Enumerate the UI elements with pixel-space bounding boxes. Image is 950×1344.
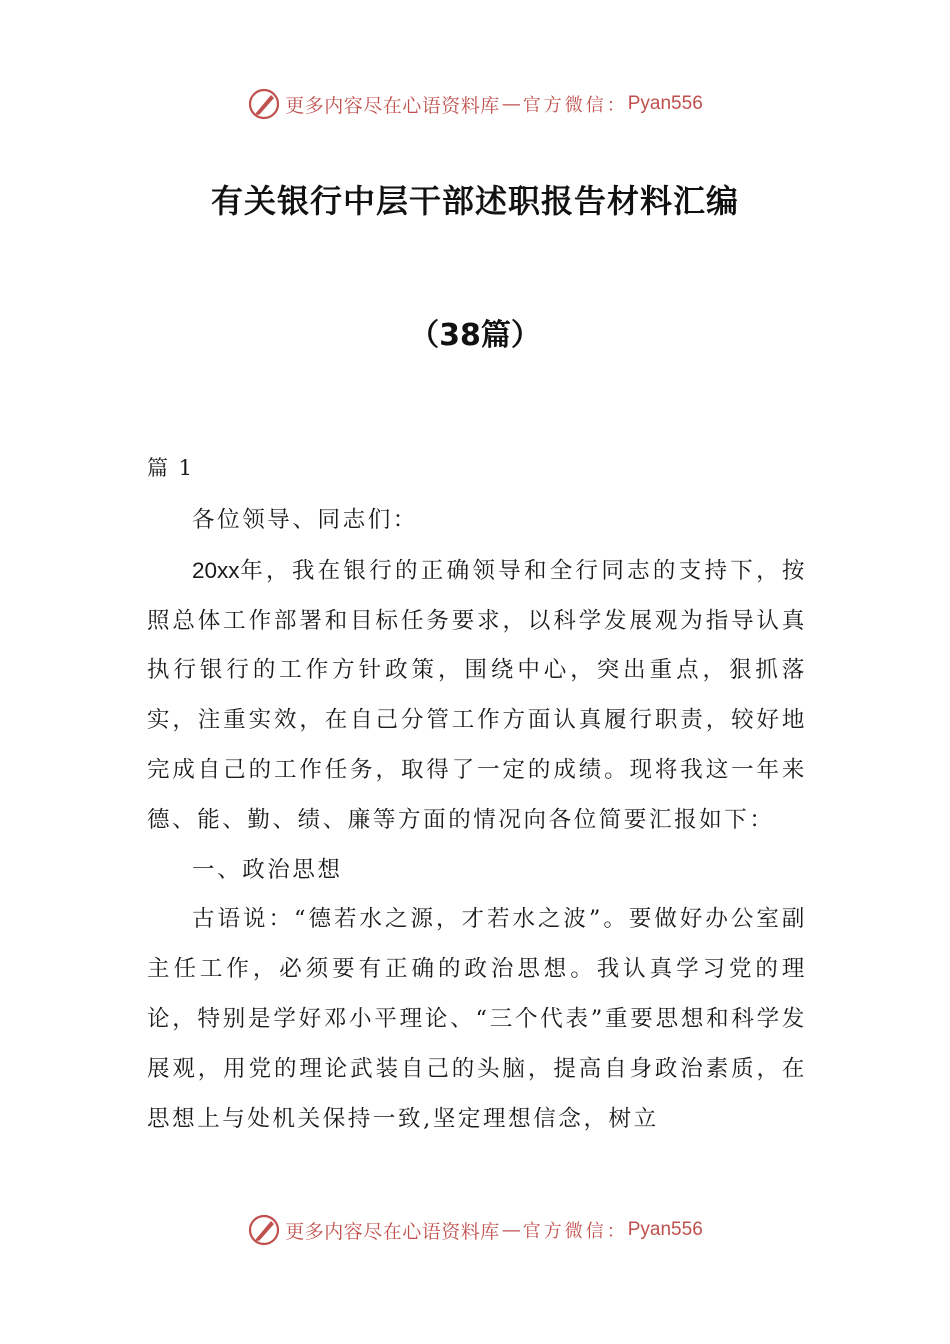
- paragraph-1-text: 年，我在银行的正确领导和全行同志的支持下，按照总体工作部署和目标任务要求，以科学发展观为指导认真执行银行的工作方针政策，围绕中心，突出重点，狠抓落实，注重实效，在自己分管工作方面认真履行职责，较好地完成自己的工作任务，取得了一定的成绩。现将我这一年来德、能、勤、绩、廉等方面的情况向各位简要汇报如下：: [147, 557, 807, 833]
- watermark-banner-top: [0, 82, 950, 126]
- section-heading-political-thought: 一、政治思想: [192, 856, 343, 883]
- quill-pen-logo-icon: [247, 1213, 281, 1247]
- banner-brand-text: 更多内容尽在心语资料库: [285, 94, 500, 117]
- document-body: [147, 496, 807, 1144]
- paragraph-1-year: 20xx: [192, 557, 240, 583]
- article-label: 篇 1: [147, 456, 195, 480]
- salutation: 各位领导、同志们：: [192, 507, 418, 533]
- banner-wechat-id: Pyan556: [627, 93, 703, 114]
- banner-official-label: 官方微信：: [522, 95, 628, 116]
- watermark-banner-bottom: [0, 1208, 950, 1252]
- paragraph-2: 古语说：“德若水之源，才若水之波”。要做好办公室副主任工作，必须要有正确的政治思想。我认真学习党的理论，特别是学好邓小平理论、“三个代表”重要思想和科学发展观，用党的理论武装自己的头脑，提高自身政治素质，在思想上与处机关保持一致,坚定理想信念，树立: [147, 906, 807, 1132]
- document-subtitle: （38篇）: [409, 318, 541, 353]
- banner-official-label: 官方微信：: [522, 1221, 628, 1242]
- banner-dash: —: [501, 1219, 521, 1241]
- paragraph-1: [147, 546, 807, 846]
- quill-pen-logo-icon: [247, 87, 281, 121]
- banner-dash: —: [501, 93, 521, 115]
- banner-brand-text: 更多内容尽在心语资料库: [285, 1220, 500, 1243]
- banner-wechat-id: Pyan556: [627, 1219, 703, 1240]
- document-title: 有关银行中层干部述职报告材料汇编: [210, 182, 739, 220]
